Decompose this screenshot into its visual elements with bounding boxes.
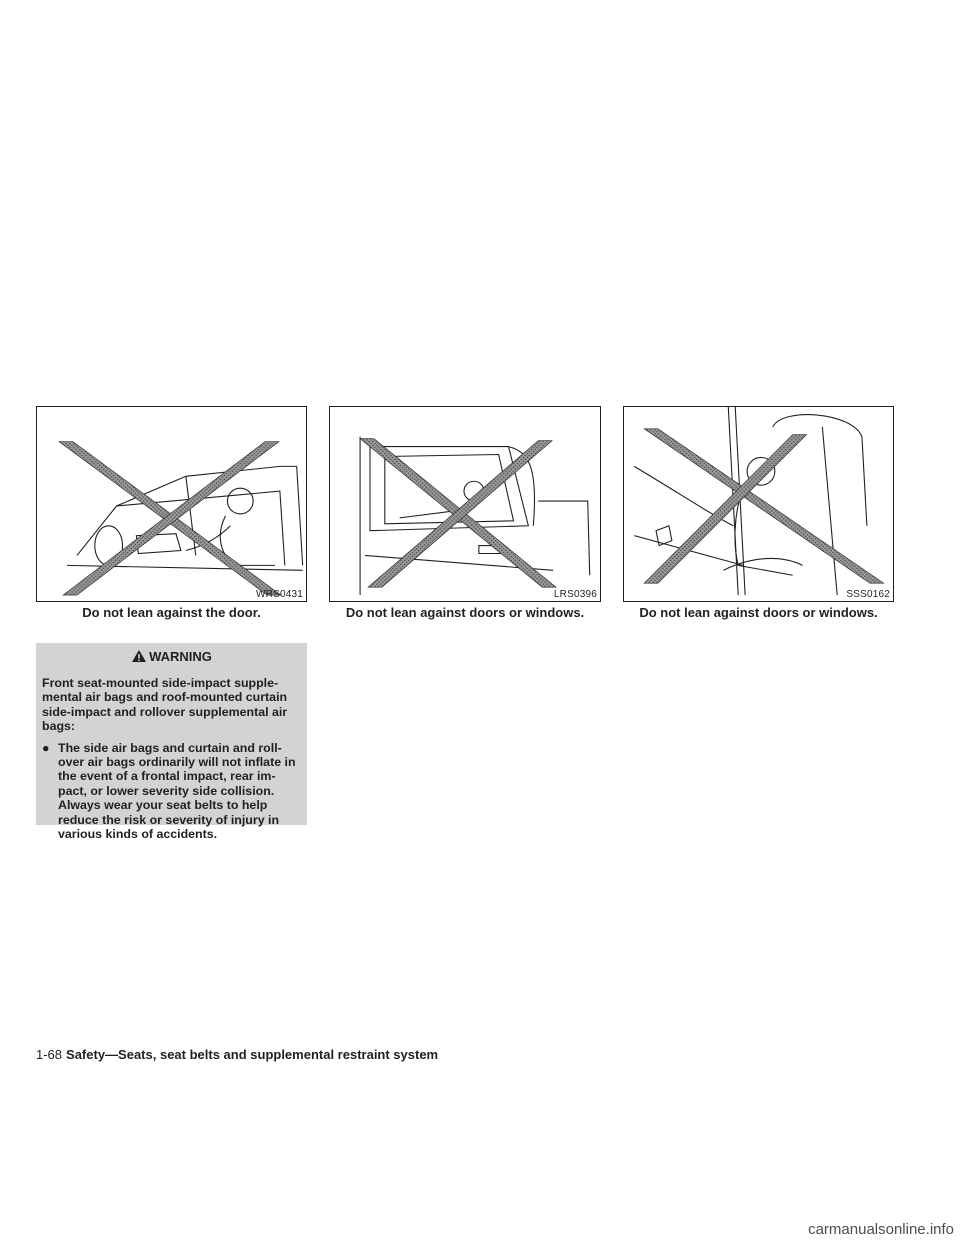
figure-lean-window	[329, 406, 601, 602]
figure-caption: Do not lean against the door.	[82, 605, 261, 620]
section-title: Safety—Seats, seat belts and supplemental restraint system	[66, 1047, 439, 1062]
warning-bullet	[42, 741, 301, 842]
page-number: 1-68	[36, 1047, 63, 1062]
page-footer	[36, 1047, 438, 1062]
figure-caption: Do not lean against doors or windows.	[639, 605, 878, 620]
figure-caption: Do not lean against doors or windows.	[345, 605, 585, 620]
warning-bullet-text: The side air bags and curtain and roll-over air bags ordinarily will not inflate in the event of a frontal impact, rear im-pact, or lower severity side collision. Always wear your seat belts to help reduce the risk or severity of injury in various kinds of accidents.	[58, 740, 296, 842]
watermark: carmanualsonline.info	[808, 1221, 954, 1238]
bullet-icon: ●	[42, 740, 50, 755]
figure-code: WRS0431	[256, 589, 303, 600]
illustration-driver-leaning	[37, 407, 306, 601]
warning-box	[36, 643, 307, 842]
warning-title: WARNING	[149, 649, 212, 664]
figure-lean-doors-windows-rear	[623, 406, 894, 602]
illustration-passenger-leaning	[624, 407, 893, 601]
warning-intro: Front seat-mounted side-impact supple-mental air bags and roof-mounted curtain side-impact and rollover supplemental air bags:	[42, 676, 288, 734]
figure-code: SSS0162	[846, 589, 890, 600]
illustration-arm-out-window	[330, 407, 600, 601]
warning-triangle-icon	[131, 649, 147, 663]
figure-lean-door	[36, 406, 307, 602]
warning-heading	[42, 649, 301, 664]
figure-code: LRS0396	[553, 589, 597, 600]
